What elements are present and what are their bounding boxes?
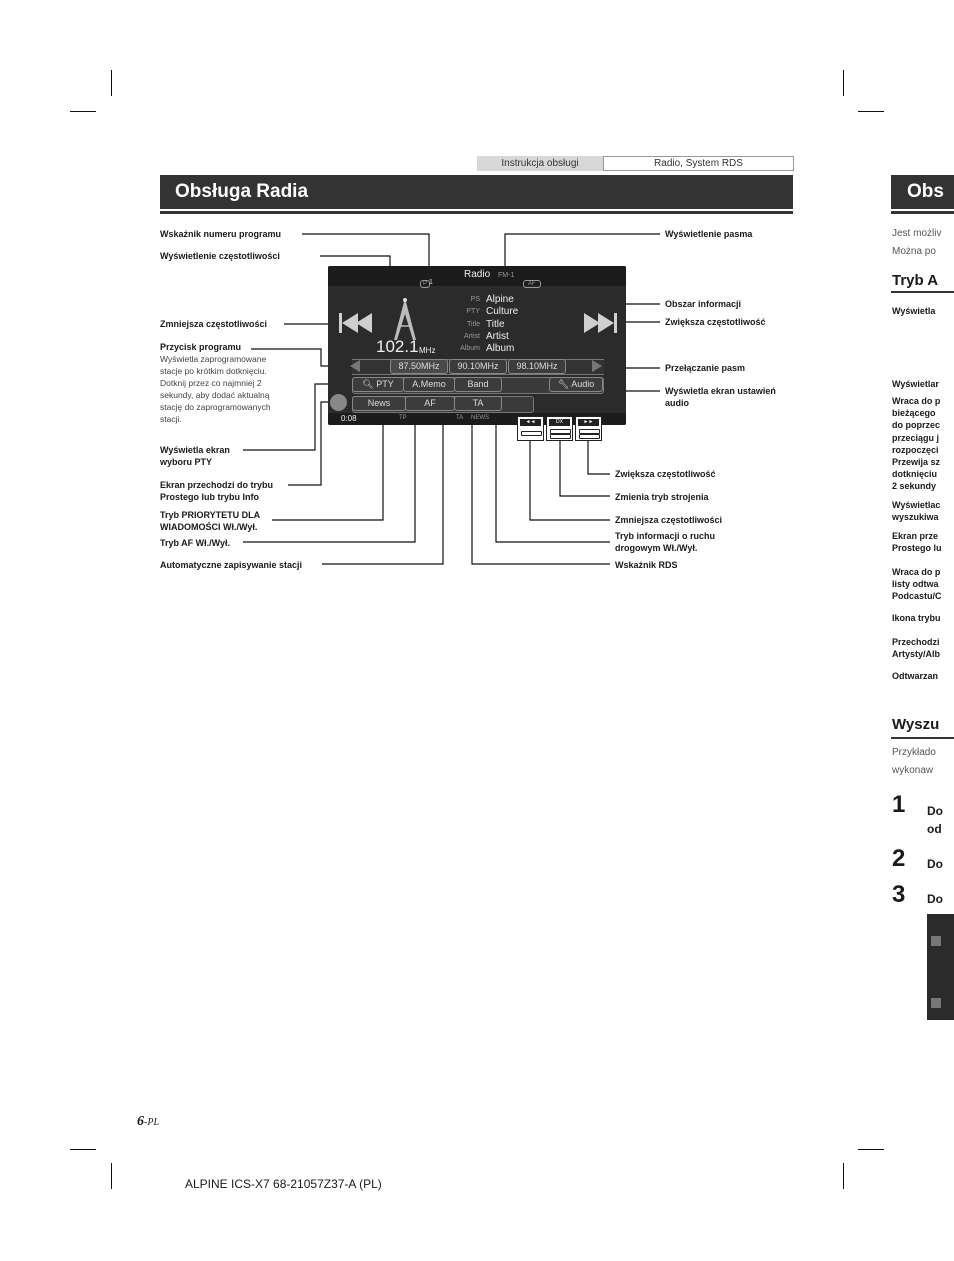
ta-button[interactable]: TA [454,396,502,411]
simple-mode-icon[interactable] [330,394,347,411]
info-values: Alpine Culture Title Artist Album [486,294,519,355]
time-display: 0:08 [341,414,357,423]
wrench-icon: 🔧︎ [557,379,570,389]
frequency-value: 102.1 [376,337,419,356]
scroll-down-icon [931,998,941,1008]
preset-badge: P [420,280,430,288]
page-number: 6-PL [137,1114,159,1129]
seek-down-mini-button: ◄◄ [517,416,544,441]
seek-down-icon[interactable] [338,311,374,335]
band-button[interactable]: Band [454,377,502,392]
info-keys: PS PTY Title Artist Album [460,296,480,353]
preset-number: 1 [429,279,433,286]
preset-next-icon[interactable] [592,360,602,372]
label-preset-desc: Wyświetla zaprogramowane stacje po krótkim dotknięciu. Dotknij przez co najmniej 2 sekundy, aby dodać aktualną stację do zaprogramowanych stacji. [160,354,271,424]
dx-seek-mini-button: DX SEEK [546,416,573,441]
footer-text: ALPINE ICS-X7 68-21057Z37-A (PL) [185,1177,382,1191]
news-button[interactable]: News [352,396,406,411]
preset-button[interactable]: 98.10MHz [508,359,566,374]
label-auto-memo: Automatyczne zapisywanie stacji [160,560,303,570]
label-freq-up-2: Zwiększa częstotliwość [615,469,716,479]
news-indicator: NEWS [471,415,489,421]
auto-memo-button[interactable]: A.Memo [403,377,455,392]
label-rds: Wskaźnik RDS [615,560,678,570]
label-program-number: Wskaźnik numeru programu [160,229,282,239]
header-topic: Radio, System RDS [603,156,794,171]
pty-button[interactable]: 🔍︎ PTY [352,377,404,392]
search-icon: 🔍︎ [362,379,374,389]
screen-band: FM-1 [498,272,515,279]
preset-prev-icon[interactable] [350,360,360,372]
seek-up-icon[interactable] [582,311,618,335]
next-page-column: Jest możliv Można po Tryb A Wyświetla Wyświetlar Wraca do p bieżącego do poprzec przeciągu j rozpoczęci Przewija sz dotknięciu 2 sekundy Wyświetlac wyszukiwa Ekran prze Prostego lu Wraca do p listy odtwa Podcastu/C Ikona trybu Przechodzi Artysty/Alb Odtwarzan Wyszu Przykłado wykonaw 1 Do od 2 Do 3 Do [891,0,954,1261]
preset-button[interactable]: 87.50MHz [390,359,448,374]
audio-button[interactable]: 🔧︎ Audio [549,377,603,392]
radio-screen [328,266,626,425]
tp-indicator: TP [399,415,407,421]
label-news-priority: Tryb PRIORYTETU DLA WIADOMOŚCI Wł./Wył. [160,510,261,532]
af-button[interactable]: AF [405,396,455,411]
label-band-display: Wyświetlenie pasma [665,229,753,239]
label-audio-screen: Wyświetla ekran ustawień audio [665,386,776,408]
seek-up-mini-button: ►► [575,416,602,441]
label-freq-down: Zmniejsza częstotliwości [160,319,268,329]
label-traffic: Tryb informacji o ruchu drogowym Wł./Wył. [615,531,716,553]
next-page-title: Obs [907,181,944,202]
radio-tower-icon [390,296,420,342]
preset-button[interactable]: 90.10MHz [449,359,507,374]
frequency-unit: MHz [419,346,436,355]
label-af-mode: Tryb AF Wł./Wył. [160,538,231,548]
partial-screen [927,914,954,1020]
page-title: Obsługa Radia [175,181,309,202]
header-section: Instrukcja obsługi [477,156,603,171]
label-freq-display: Wyświetlenie częstotliwości [160,251,280,261]
screen-mode: Radio [464,269,491,280]
af-badge: AF [523,280,541,288]
label-info-area: Obszar informacji [665,299,742,309]
label-band-switch: Przełączanie pasm [665,363,746,373]
label-freq-down-2: Zmniejsza częstotliwości [615,515,723,525]
label-tune-mode: Zmienia tryb strojenia [615,492,709,502]
label-pty-screen: Wyświetla ekran wyboru PTY [160,445,230,467]
scroll-up-icon [931,936,941,946]
ta-indicator: TA [456,415,464,421]
label-preset-button: Przycisk programu [160,342,242,352]
label-simple-mode: Ekran przechodzi do trybu Prostego lub trybu Info [160,480,274,502]
label-freq-up: Zwiększa częstotliwość [665,317,766,327]
